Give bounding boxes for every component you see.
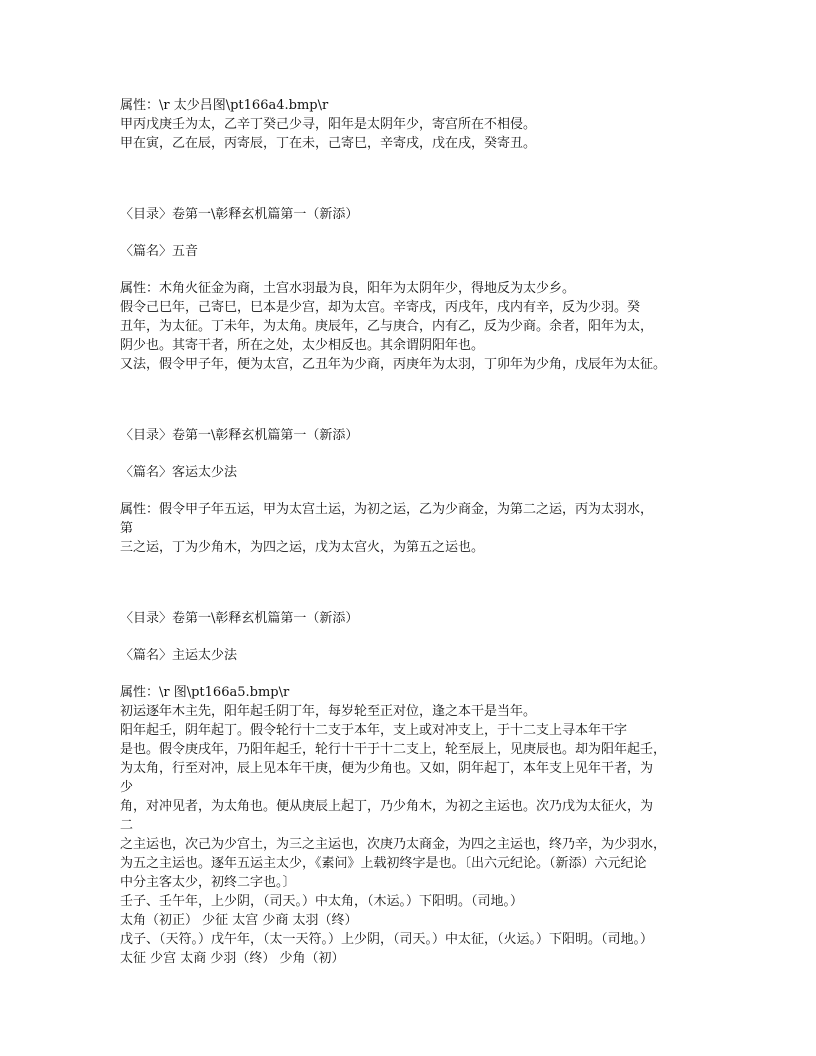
text-line: 初运逐年木主先，阳年起壬阴丁年，每岁轮至正对位，逢之本干是当年。 bbox=[120, 704, 537, 719]
chapter-title: 〈篇名〉客运太少法 bbox=[120, 465, 238, 480]
section-1 bbox=[120, 96, 700, 153]
text-line: 角，对冲见者，为太角也。便从庚辰上起丁，乃少角木，为初之主运也。次乃戊为太征火，为 bbox=[120, 799, 654, 814]
chapter-title: 〈篇名〉主运太少法 bbox=[120, 648, 238, 663]
text-line: 阴少也。其寄干者，所在之处，太少相反也。其余谓阴阳年也。 bbox=[120, 338, 485, 353]
text-line: 壬子、壬午年，上少阴，（司天。）中太角，（木运。）下阳明。（司地。） bbox=[120, 894, 524, 909]
text-line: 太角（初正） 少征 太宫 少商 太羽（终） bbox=[120, 913, 358, 928]
text-line: 又法，假令甲子年，便为太宫，乙丑年为少商，丙庚年为太羽，丁卯年为少角，戊辰年为太征。 bbox=[120, 357, 667, 372]
text-line: 属性：木角火征金为商，土宫水羽最为良，阳年为太阴年少，得地反为太少乡。 bbox=[120, 281, 576, 296]
document-page bbox=[120, 96, 700, 968]
catalog-line: 〈目录〉卷第一\彰释玄机篇第一（新添） bbox=[120, 611, 359, 626]
catalog-line: 〈目录〉卷第一\彰释玄机篇第一（新添） bbox=[120, 428, 359, 443]
text-line: 三之运，丁为少角木，为四之运，戊为太宫火，为第五之运也。 bbox=[120, 540, 485, 555]
text-line: 少 bbox=[120, 780, 134, 795]
text-line: 甲在寅，乙在辰，丙寄辰，丁在未，己寄巳，辛寄戌，戊在戌，癸寄丑。 bbox=[120, 136, 537, 151]
text-line: 第 bbox=[120, 521, 134, 536]
text-line: 太征 少宫 太商 少羽（终） 少角（初） bbox=[120, 951, 345, 966]
text-line: 丑年，为太征。丁未年，为太角。庚辰年，乙与庚合，内有乙，反为少商。余者，阳年为太， bbox=[120, 319, 654, 334]
section-2 bbox=[120, 205, 700, 374]
text-line: 甲丙戊庚壬为太，乙辛丁癸己少寻，阳年是太阴年少，寄宫所在不相侵。 bbox=[120, 117, 537, 132]
text-line: 属性：假令甲子年五运，甲为太宫土运，为初之运，乙为少商金，为第二之运，丙为太羽水， bbox=[120, 502, 654, 517]
catalog-line: 〈目录〉卷第一\彰释玄机篇第一（新添） bbox=[120, 207, 359, 222]
text-line: 中分主客太少，初终二字也。〕 bbox=[120, 875, 296, 890]
text-line: 二 bbox=[120, 818, 134, 833]
chapter-title: 〈篇名〉五音 bbox=[120, 244, 199, 259]
text-line: 为五之主运也。逐年五运主太少，《素问》上载初终字是也。〔出六元纪论。（新添）六元纪论 bbox=[120, 856, 647, 871]
attribute-line: 属性：\r 太少吕图\pt166a4.bmp\r bbox=[120, 98, 329, 113]
section-4 bbox=[120, 609, 700, 968]
text-line: 戊子、（天符。）戊午年，（太一天符。）上少阴，（司天。）中太征，（火运。）下阳明。（司地。） bbox=[120, 932, 654, 947]
text-line: 之主运也，次己为少宫土，为三之主运也，次庚乃太商金，为四之主运也，终乃辛，为少羽水， bbox=[120, 837, 667, 852]
text-line: 为太角，行至对冲，辰上见本年干庚，便为少角也。又如，阴年起丁，本年支上见年干者，为 bbox=[120, 761, 654, 776]
attribute-line: 属性：\r 图\pt166a5.bmp\r bbox=[120, 685, 290, 700]
text-line: 阳年起壬，阴年起丁。假令轮行十二支于本年，支上或对冲支上，于十二支上寻本年干字 bbox=[120, 723, 628, 738]
text-line: 是也。假令庚戌年，乃阳年起壬，轮行十干于十二支上，轮至辰上，见庚辰也。却为阳年起壬， bbox=[120, 742, 667, 757]
section-3 bbox=[120, 426, 700, 557]
text-line: 假令己巳年，己寄巳，巳本是少宫，却为太宫。辛寄戌，丙戌年，戌内有辛，反为少羽。癸 bbox=[120, 300, 641, 315]
